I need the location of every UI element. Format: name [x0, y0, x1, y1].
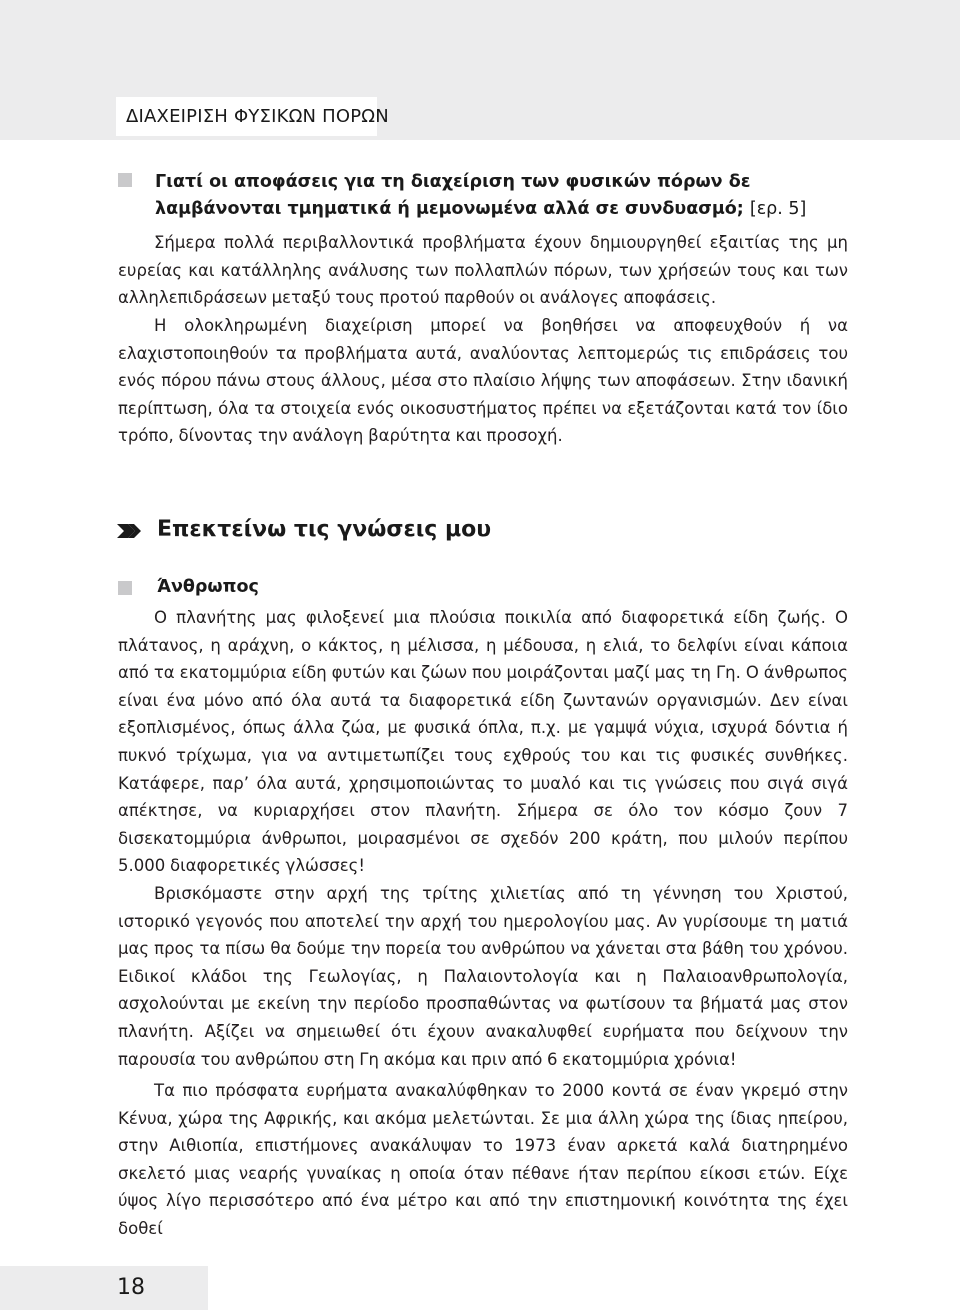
square-bullet-icon: [118, 173, 132, 187]
page-number-box: [0, 1266, 208, 1310]
double-arrow-icon: [116, 522, 148, 540]
answer-paragraph-2: Η ολοκληρωμένη διαχείριση μπορεί να βοηθήσει να αποφευχθούν ή να ελαχιστοποιηθούν τα προβλήματα αυτά, αναλύοντας λεπτομερώς τις επιδράσεις του ενός πόρου πάνω στους άλλους, μέσα στο πλαίσιο λήψης των αποφάσεων. Στην ιδανική περίπτωση, όλα τα στοιχεία ενός οικοσυστήματος πρέπει να εξετάζονται κατά τον ίδιο τρόπο, δίνοντας την ανάλογη βαρύτητα και προσοχή.: [118, 316, 848, 446]
page-number: 18: [117, 1275, 145, 1300]
section-title: Επεκτείνω τις γνώσεις μου: [157, 517, 492, 542]
question-reference: [ερ. 5]: [749, 199, 807, 219]
running-header: ΔΙΑΧΕΙΡΙΣΗ ΦΥΣΙΚΩΝ ΠΟΡΩΝ: [126, 106, 389, 127]
square-bullet-icon: [118, 581, 132, 595]
body-paragraph-2: Βρισκόμαστε στην αρχή της τρίτης χιλιετίας από τη γέννηση του Χριστού, ιστορικό γεγονός που αποτελεί την αρχή του ημερολογίου μας. Αν γυρίσουμε τη ματιά μας προς τα πίσω θα δούμε την πορεία του ανθρώπου να χάνεται στα βάθη του χρόνου. Ειδικοί κλάδοι της Γεωλογίας, η Παλαιοντολογία και η Παλαιοανθρωπολογία, ασχολούνται με εκείνη την περίοδο προσπαθώντας να φωτίσουν τα βήματά μας στον πλανήτη. Αξίζει να σημειωθεί ότι έχουν ανακαλυφθεί ευρήματα που δείχνουν την παρουσία του ανθρώπου στη Γη ακόμα και πριν από 6 εκατομμύρια χρόνια!: [118, 884, 848, 1069]
body-paragraph-3: Τα πιο πρόσφατα ευρήματα ανακαλύφθηκαν το 2000 κοντά σε έναν γκρεμό στην Κένυα, χώρα της Αφρικής, και ακόμα μελετώνται. Σε μια άλλη χώρα της ίδιας ηπείρου, στην Αιθιοπία, επιστήμονες ανακάλυψαν το 1973 έναν αρκετά καλά διατηρημένο σκελετό μιας νεαρής γυναίκας η οποία όταν πέθανε ήταν περίπου είκοσι ετών. Είχε ύψος λίγο περισσότερο από ένα μέτρο και από την επιστημονική κοινότητα της έχει δοθεί: [118, 1081, 848, 1238]
body-paragraph-1: Ο πλανήτης μας φιλοξενεί μια πλούσια ποικιλία από διαφορετικά είδη ζωής. Ο πλάτανος, η αράχνη, ο κάκτος, η μέλισσα, η μέδουσα, η ελιά, το δελφίνι είναι κάποια από τα εκατομμύρια είδη φυτών και ζώων που μοιράζονται μαζί μας τη Γη. Ο άνθρωπος είναι ένα μόνο από όλα αυτά τα διαφορετικά είδη ζωντανών οργανισμών. Δεν είναι εξοπλισμένος, όπως άλλα ζώα, με φυσικά όπλα, π.χ. με γαμψά νύχια, ισχυρά δόντια ή πυκνό τρίχωμα, για να αντιμετωπίζει τους εχθρούς του και τις φυσικές συνθήκες. Κατάφερε, παρ’ όλα αυτά, χρησιμοποιώντας το μυαλό και τις γνώσεις που σιγά σιγά απέκτησε, να κυριαρχήσει στον πλανήτη. Σήμερα σε όλο τον κόσμο ζουν 7 δισεκατομμύρια άνθρωποι, μοιρασμένοι σε σχεδόν 200 κράτη, που μιλούν περίπου 5.000 διαφορετικές γλώσσες!: [118, 608, 848, 876]
answer-paragraph-1: Σήμερα πολλά περιβαλλοντικά προβλήματα έχουν δημιουργηθεί εξαιτίας της μη ευρείας και κατάλληλης ανάλυσης των πολλαπλών πόρων, των χρήσεών τους και των αλληλεπιδράσεων μεταξύ τους προτού παρθούν οι ανάλογες αποφάσεις.: [118, 233, 848, 308]
question-title: [155, 169, 855, 223]
question-text: Γιατί οι αποφάσεις για τη διαχείριση των φυσικών πόρων δε λαμβάνονται τμηματικά ή μεμονωμένα αλλά σε συνδυασμό;: [155, 172, 751, 219]
subsection-title: Άνθρωπος: [157, 577, 259, 597]
